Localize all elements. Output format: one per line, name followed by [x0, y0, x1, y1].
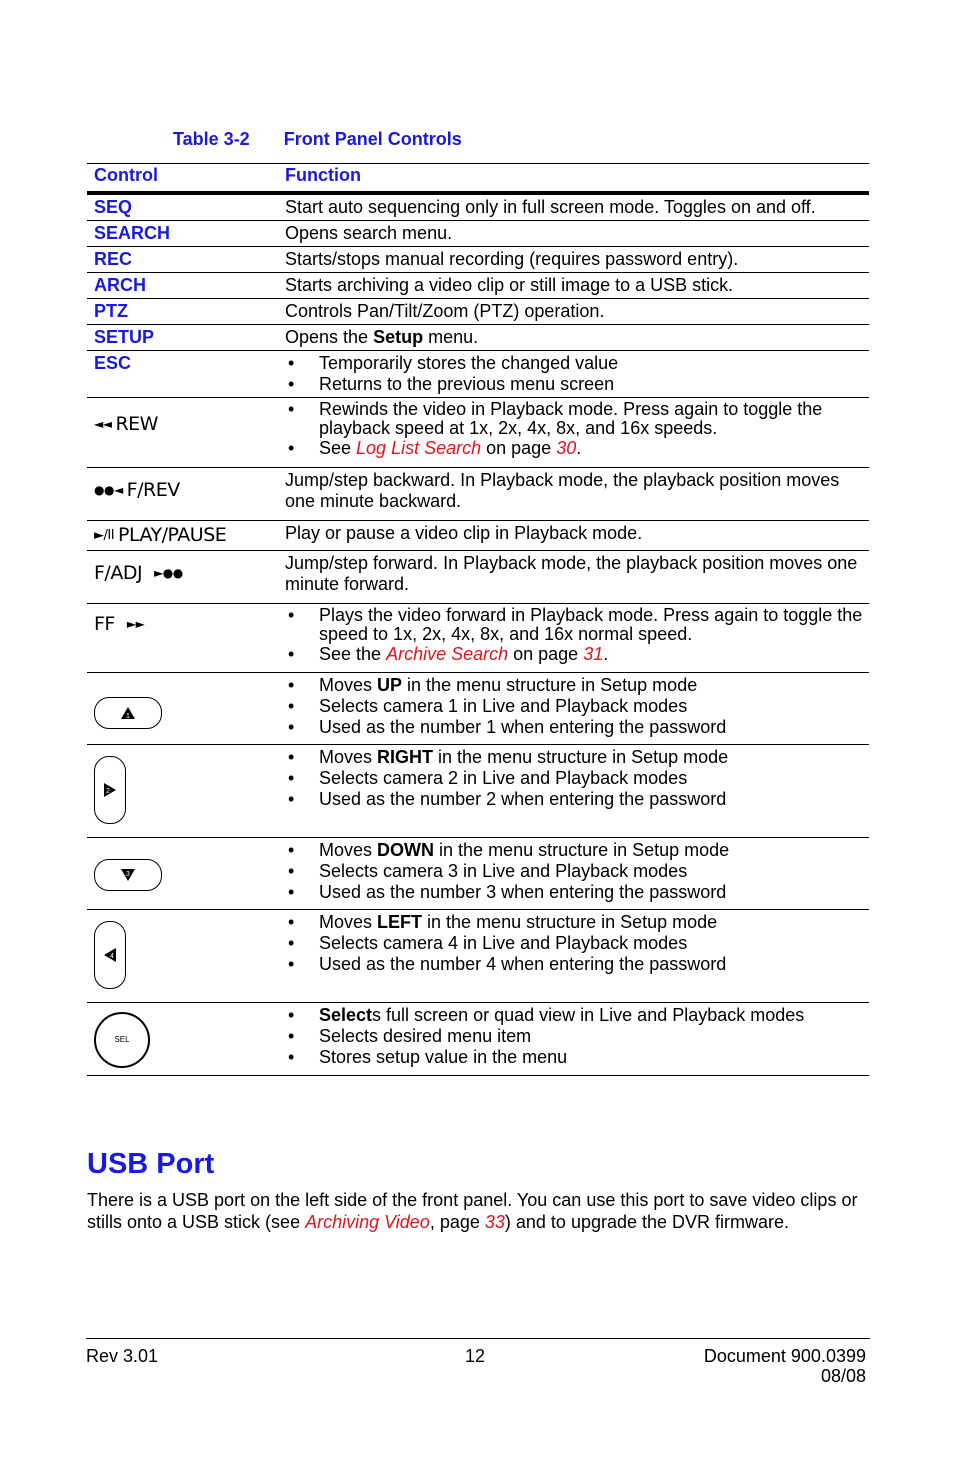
table-row: [87, 247, 869, 273]
down-button-graphic: [94, 859, 162, 891]
text: Moves: [319, 675, 378, 695]
text: , page: [429, 1212, 485, 1232]
up-button-graphic: [94, 697, 162, 729]
function-text: [278, 325, 869, 351]
bullet-item: • Rewinds the video in Playback mode. Press again to toggle the playback speed at 1x, 2x, 4x, 8x, and 16x speeds.: [285, 400, 863, 438]
table-title: Front Panel Controls: [283, 129, 462, 149]
control-left-button: [87, 910, 278, 1003]
text-bold: RIGHT: [377, 747, 434, 767]
control-label: F/ADJ: [94, 562, 143, 584]
footer-revision: Rev 3.01: [86, 1346, 159, 1366]
rewind-icon: ◄◄: [94, 417, 112, 431]
function-text: Opens search menu.: [278, 221, 869, 247]
function-text: Play or pause a video clip in Playback mode.: [278, 521, 869, 551]
function-list: [278, 838, 869, 910]
function-list: [278, 351, 869, 398]
function-text: Starts/stops manual recording (requires password entry).: [278, 247, 869, 273]
document-date: 08/08: [820, 1366, 866, 1386]
log-list-search-link[interactable]: Log List Search: [356, 438, 482, 458]
text: There is a USB port on the left side of the front panel. You can use this port to save video clips or stills onto a USB stick (see: [87, 1190, 858, 1232]
function-text: Jump/step forward. In Playback mode, the playback position moves one minute forward.: [278, 551, 869, 604]
function-text: Starts archiving a video clip or still image to a USB stick.: [278, 273, 869, 299]
function-list: [278, 673, 869, 745]
play-pause-icon: ►/II: [94, 528, 115, 543]
table-row: [87, 398, 869, 468]
control-sel-button: [87, 1003, 278, 1076]
bullet-item: [285, 747, 863, 768]
bullet-item: • Selects camera 1 in Live and Playback modes: [285, 696, 863, 717]
footer-document: [704, 1346, 866, 1386]
text: in the menu structure in Setup mode: [422, 912, 718, 932]
table-caption: [173, 129, 462, 150]
sel-button-graphic: [94, 1012, 150, 1068]
function-post: menu.: [423, 327, 479, 347]
left-arrow-icon: [103, 947, 117, 963]
table-row: [87, 1003, 869, 1076]
function-bold: Setup: [373, 327, 424, 347]
control-setup: SETUP: [87, 325, 278, 351]
right-button-graphic: [94, 756, 126, 824]
function-pre: Opens the: [285, 327, 374, 347]
fast-forward-icon: ►►: [126, 617, 145, 631]
section-heading: USB Port: [87, 1148, 215, 1180]
table-row: [87, 351, 869, 398]
section-paragraph: [87, 1189, 869, 1233]
down-arrow-icon: [120, 868, 136, 882]
button-number: 2: [106, 788, 110, 795]
function-list: [278, 745, 869, 838]
archive-search-link[interactable]: Archive Search: [386, 644, 509, 664]
text-bold: Select: [319, 1005, 373, 1025]
button-number: 3: [126, 871, 130, 878]
table-row: [87, 745, 869, 838]
control-frev: [87, 468, 278, 521]
bullet-item: [285, 912, 863, 933]
control-down-button: [87, 838, 278, 910]
table-row: [87, 521, 869, 551]
bullet-item: [285, 840, 863, 861]
text: Moves: [319, 912, 378, 932]
step-back-icon: ●●◄: [94, 483, 123, 497]
control-fadj: [87, 551, 278, 604]
control-arch: ARCH: [87, 273, 278, 299]
function-list: [278, 604, 869, 673]
function-list: [278, 910, 869, 1003]
bullet-item: [285, 675, 863, 696]
step-forward-icon: ►●●: [154, 566, 183, 580]
function-list: [278, 398, 869, 468]
control-label: F/REV: [126, 479, 180, 501]
archiving-video-link[interactable]: Archiving Video: [305, 1212, 430, 1232]
table-row: [87, 325, 869, 351]
text: ) and to upgrade the DVR firmware.: [504, 1212, 790, 1232]
footer-rule: [86, 1338, 870, 1339]
button-number: 4: [110, 953, 114, 960]
text: on page: [481, 438, 557, 458]
text: in the menu structure in Setup mode: [433, 747, 729, 767]
page-link[interactable]: 30: [556, 438, 577, 458]
table-row: [87, 551, 869, 604]
text: See: [319, 438, 357, 458]
control-up-button: [87, 673, 278, 745]
table-row: [87, 838, 869, 910]
control-right-button: [87, 745, 278, 838]
bullet-item: [285, 644, 863, 665]
bullet-item: • Plays the video forward in Playback mode. Press again to toggle the speed to 1x, 2x, 4x, 8x, and 16x normal speed.: [285, 606, 863, 644]
header-control: Control: [87, 164, 278, 194]
text: .: [576, 438, 582, 458]
front-panel-controls-table: [87, 163, 869, 1076]
text: See the: [319, 644, 387, 664]
control-ptz: PTZ: [87, 299, 278, 325]
sel-label: SEL: [114, 1035, 130, 1044]
text-bold: DOWN: [377, 840, 435, 860]
bullet-item: • Used as the number 2 when entering the password: [285, 789, 863, 810]
table-row: [87, 910, 869, 1003]
table-row: [87, 673, 869, 745]
bullet-item: • Used as the number 1 when entering the password: [285, 717, 863, 738]
text: in the menu structure in Setup mode: [434, 840, 730, 860]
text-bold: LEFT: [377, 912, 423, 932]
bullet-item: • Selects camera 3 in Live and Playback modes: [285, 861, 863, 882]
bullet-item: [285, 438, 863, 459]
bullet-item: • Returns to the previous menu screen: [285, 374, 863, 395]
table-row: [87, 221, 869, 247]
header-function: Function: [278, 164, 869, 194]
control-rec: REC: [87, 247, 278, 273]
text: in the menu structure in Setup mode: [402, 675, 698, 695]
text-bold: UP: [377, 675, 403, 695]
table-row: [87, 273, 869, 299]
page-number: 12: [465, 1346, 486, 1366]
text: s full screen or quad view in Live and Playback modes: [372, 1005, 805, 1025]
table-header-row: [87, 164, 869, 194]
page-link[interactable]: 31: [583, 644, 604, 664]
table-row: [87, 468, 869, 521]
function-text: Controls Pan/Tilt/Zoom (PTZ) operation.: [278, 299, 869, 325]
table-number: Table 3-2: [173, 129, 250, 149]
bullet-item: • Selects camera 2 in Live and Playback modes: [285, 768, 863, 789]
control-seq: SEQ: [87, 193, 278, 221]
function-list: [278, 1003, 869, 1076]
text: Moves: [319, 840, 378, 860]
text: .: [603, 644, 609, 664]
text: Moves: [319, 747, 378, 767]
bullet-item: • Used as the number 4 when entering the password: [285, 954, 863, 975]
bullet-item: • Selects camera 4 in Live and Playback modes: [285, 933, 863, 954]
control-label: FF: [94, 613, 115, 635]
bullet-item: [285, 1005, 863, 1026]
control-label: REW: [115, 413, 158, 435]
text: on page: [508, 644, 584, 664]
control-ff: [87, 604, 278, 673]
button-number: 1: [126, 713, 130, 720]
page-link[interactable]: 33: [484, 1212, 505, 1232]
control-esc: ESC: [87, 351, 278, 398]
table-row: [87, 193, 869, 221]
control-label: PLAY/PAUSE: [118, 524, 227, 546]
bullet-item: • Used as the number 3 when entering the password: [285, 882, 863, 903]
function-text: Jump/step backward. In Playback mode, the playback position moves one minute backward.: [278, 468, 869, 521]
document-number: Document 900.0399: [703, 1346, 866, 1366]
left-button-graphic: [94, 921, 126, 989]
control-search: SEARCH: [87, 221, 278, 247]
right-arrow-icon: [103, 782, 117, 798]
bullet-item: • Stores setup value in the menu: [285, 1047, 863, 1068]
control-play-pause: [87, 521, 278, 551]
bullet-item: • Temporarily stores the changed value: [285, 353, 863, 374]
bullet-item: • Selects desired menu item: [285, 1026, 863, 1047]
table-row: [87, 604, 869, 673]
table-row: [87, 299, 869, 325]
control-rew: [87, 398, 278, 468]
up-arrow-icon: [120, 706, 136, 720]
function-text: Start auto sequencing only in full screen mode. Toggles on and off.: [278, 193, 869, 221]
